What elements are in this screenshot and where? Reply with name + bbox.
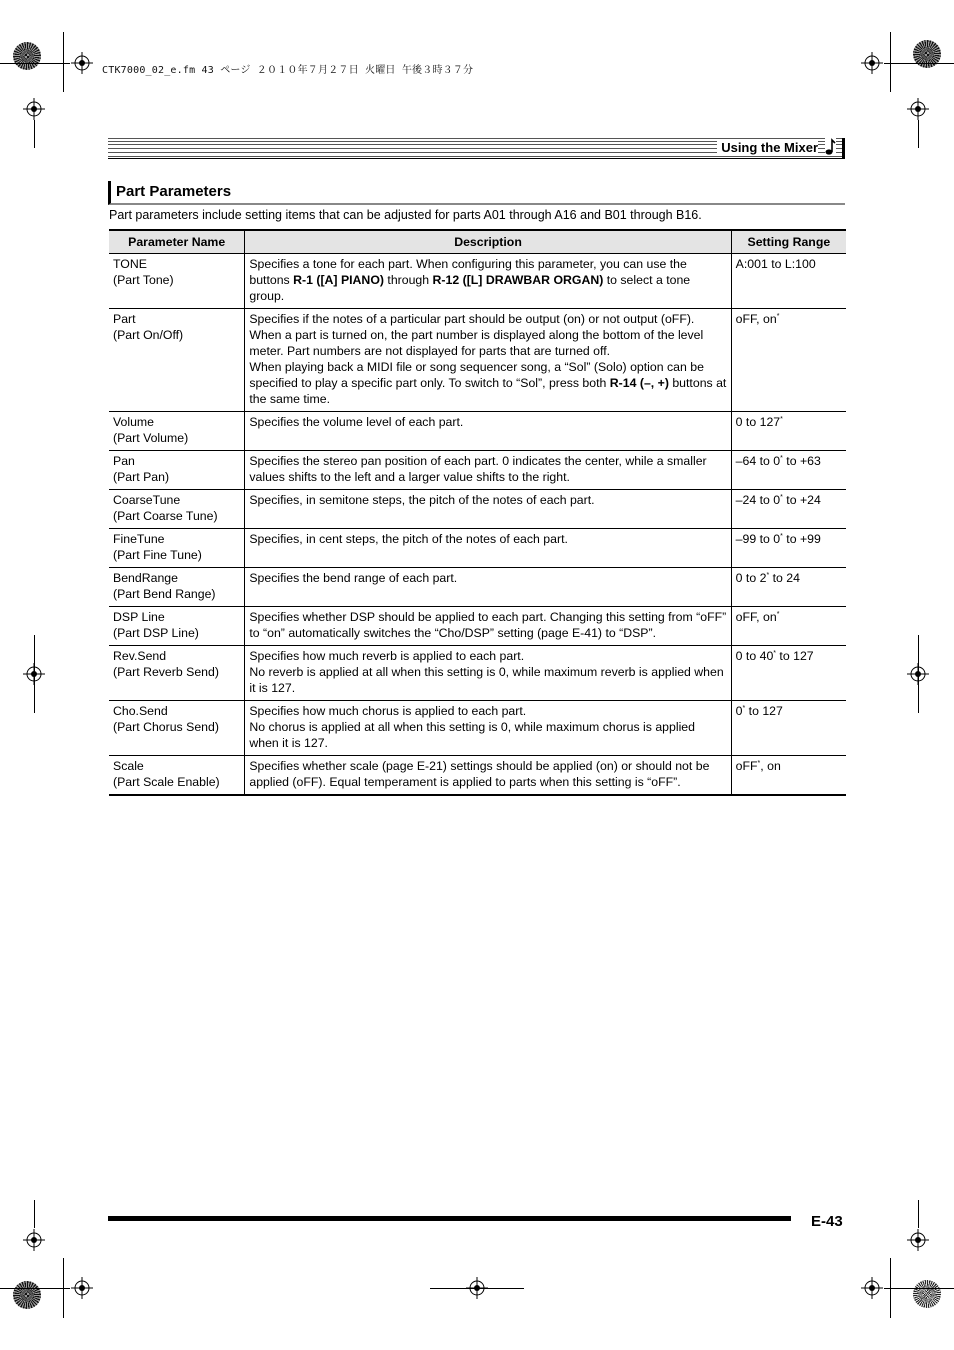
- text-run: Specifies if the notes of a particular part should be output (on) or not output (oFF). When a part is turned on, the part number is displayed along the bottom of the level meter. Part numbers are not displayed for parts that are turned off.: [249, 312, 704, 358]
- text-run: –99 to 0: [735, 532, 781, 546]
- text-run: to 127: [745, 704, 783, 718]
- description-cell: [245, 756, 731, 796]
- parameter-full-name: (Part Volume): [113, 431, 189, 445]
- table-row: [109, 254, 846, 309]
- text-run: No chorus is applied at all when this setting is 0, while maximum chorus is applied when it is 127.: [249, 720, 695, 750]
- default-marker: *: [780, 533, 783, 540]
- text-run: to +24: [782, 493, 821, 507]
- crop-mark: [890, 32, 891, 92]
- description-cell: [245, 412, 731, 451]
- section-heading: [108, 181, 845, 205]
- text-run: oFF, on: [735, 312, 777, 326]
- text-run: , on: [760, 759, 781, 773]
- crop-mark: [918, 635, 919, 713]
- text-run: Specifies the stereo pan position of each part. 0 indicates the center, while a smaller values shifts to the left and a larger value shifts to the right.: [249, 454, 707, 484]
- footer-rule: [108, 1216, 791, 1221]
- text-run: Specifies the volume level of each part.: [249, 415, 464, 429]
- crosshair-icon: [23, 1229, 45, 1251]
- table-row: [109, 309, 846, 412]
- parameter-full-name: (Part Reverb Send): [113, 665, 219, 679]
- crop-mark: [0, 1288, 70, 1289]
- parameter-name-cell: [109, 490, 245, 529]
- parameter-name: Scale: [113, 759, 144, 773]
- table-row: [109, 646, 846, 701]
- text-run: 0 to 2: [735, 571, 767, 585]
- text-run: When playing back a MIDI file or song sequencer song, a “Sol” (Solo) option can be specified to play a specific part only. To switch to “Sol”, press both: [249, 360, 704, 390]
- table-row: [109, 756, 846, 796]
- text-run: through: [383, 273, 433, 287]
- text-run: to 24: [769, 571, 800, 585]
- parameter-full-name: (Part Scale Enable): [113, 775, 220, 789]
- crop-mark: [63, 32, 64, 92]
- crop-mark: [63, 1258, 64, 1318]
- parameter-name: DSP Line: [113, 610, 165, 624]
- column-header: Description: [245, 230, 731, 254]
- text-run: –24 to 0: [735, 493, 781, 507]
- table-row: [109, 701, 846, 756]
- text-run: to 127: [776, 649, 814, 663]
- text-run: Specifies whether scale (page E-21) settings should be applied (on) or should not be applied (oFF). Equal temperament is applied to parts when this setting is “oFF”.: [249, 759, 710, 789]
- print-slug: CTK7000_02_e.fm 43 ページ ２０１０年７月２７日 火曜日 午後３時３７分: [102, 65, 474, 76]
- default-marker: *: [766, 572, 770, 579]
- default-marker: *: [776, 313, 780, 320]
- parameter-name-cell: [109, 309, 245, 412]
- parameter-name: BendRange: [113, 571, 178, 585]
- parameter-name: Part: [113, 312, 136, 326]
- crop-mark: [34, 1200, 35, 1228]
- parameter-name: TONE: [113, 257, 147, 271]
- text-run: R-12 ([L] DRAWBAR ORGAN): [432, 273, 604, 287]
- parameter-full-name: (Part Chorus Send): [113, 720, 219, 734]
- text-run: oFF: [735, 759, 758, 773]
- setting-range-cell: [731, 529, 846, 568]
- parameter-name-cell: [109, 646, 245, 701]
- parameter-name: CoarseTune: [113, 493, 181, 507]
- parameter-name-cell: [109, 254, 245, 309]
- section-title: Part Parameters: [116, 183, 232, 200]
- setting-range-cell: [731, 607, 846, 646]
- text-run: Specifies, in semitone steps, the pitch of the notes of each part.: [249, 493, 595, 507]
- crosshair-icon: [861, 1277, 883, 1299]
- setting-range-cell: [731, 254, 846, 309]
- parameter-name: Cho.Send: [113, 704, 168, 718]
- crop-mark: [0, 63, 70, 64]
- crop-mark: [890, 1258, 891, 1318]
- parameter-full-name: (Part Pan): [113, 470, 170, 484]
- description-cell: [245, 568, 731, 607]
- text-run: to select a tone group.: [249, 273, 691, 303]
- intro-paragraph: Part parameters include setting items that can be adjusted for parts A01 through A16 and B01 through B16.: [109, 208, 702, 222]
- default-marker: *: [780, 494, 783, 501]
- text-run: Specifies whether DSP should be applied to each part. Changing this setting from “oFF” to “on” automatically switches the “Cho/DSP” setting (page E-41) to “DSP”.: [249, 610, 727, 640]
- text-run: Specifies how much reverb is applied to each part.: [249, 649, 525, 663]
- text-run: buttons at the same time.: [249, 376, 727, 406]
- registration-disc-bottom-left: [13, 1281, 41, 1309]
- crop-mark: [884, 1288, 954, 1289]
- parameter-full-name: (Part On/Off): [113, 328, 184, 342]
- setting-range-cell: [731, 412, 846, 451]
- column-header: Parameter Name: [109, 230, 245, 254]
- parameter-full-name: (Part DSP Line): [113, 626, 199, 640]
- setting-range-cell: [731, 451, 846, 490]
- parameter-name-cell: [109, 701, 245, 756]
- description-cell: [245, 254, 731, 309]
- header-endbar: [842, 138, 845, 159]
- crop-mark: [918, 1200, 919, 1228]
- text-run: A:001 to L:100: [735, 257, 816, 271]
- crop-mark: [34, 635, 35, 713]
- table-row: [109, 451, 846, 490]
- description-cell: [245, 607, 731, 646]
- default-marker: *: [757, 760, 761, 767]
- text-run: oFF, on: [735, 610, 777, 624]
- text-run: Specifies a tone for each part. When configuring this parameter, you can use the buttons: [249, 257, 687, 287]
- text-run: R-14 (–, +): [609, 376, 669, 390]
- description-cell: [245, 646, 731, 701]
- parameter-name-cell: [109, 451, 245, 490]
- parameter-name: Pan: [113, 454, 135, 468]
- text-run: 0 to 40: [735, 649, 774, 663]
- text-run: No reverb is applied at all when this setting is 0, while maximum reverb is applied when it is 127.: [249, 665, 724, 695]
- description-cell: [245, 451, 731, 490]
- parameter-name-cell: [109, 412, 245, 451]
- registration-disc-bottom-right: [913, 1280, 941, 1308]
- setting-range-cell: [731, 646, 846, 701]
- music-note-icon: [825, 138, 836, 156]
- crosshair-icon: [23, 98, 45, 120]
- description-cell: [245, 701, 731, 756]
- parameter-name-cell: [109, 568, 245, 607]
- setting-range-cell: [731, 756, 846, 796]
- page-number: E-43: [811, 1213, 843, 1230]
- text-run: 0: [735, 704, 743, 718]
- crop-mark: [918, 120, 919, 148]
- setting-range-cell: [731, 490, 846, 529]
- default-marker: *: [742, 705, 746, 712]
- running-header-title: Using the Mixer: [717, 140, 818, 155]
- parameter-full-name: (Part Tone): [113, 273, 174, 287]
- parameter-name: Volume: [113, 415, 155, 429]
- parameter-full-name: (Part Bend Range): [113, 587, 216, 601]
- registration-disc-top-left: [13, 42, 41, 70]
- default-marker: *: [773, 650, 777, 657]
- text-run: R-1 ([A] PIANO): [293, 273, 384, 287]
- setting-range-cell: [731, 309, 846, 412]
- setting-range-cell: [731, 701, 846, 756]
- table-row: [109, 568, 846, 607]
- description-cell: [245, 490, 731, 529]
- description-cell: [245, 309, 731, 412]
- parameter-name-cell: [109, 529, 245, 568]
- text-run: to +63: [782, 454, 821, 468]
- text-run: to +99: [782, 532, 821, 546]
- parameter-name-cell: [109, 607, 245, 646]
- default-marker: *: [780, 416, 783, 423]
- crop-mark: [34, 120, 35, 148]
- setting-range-cell: [731, 568, 846, 607]
- column-header: Setting Range: [731, 230, 846, 254]
- parameter-full-name: (Part Fine Tune): [113, 548, 202, 562]
- table-header-row: [109, 230, 846, 254]
- crosshair-icon: [861, 52, 883, 74]
- description-cell: [245, 529, 731, 568]
- text-run: Specifies the bend range of each part.: [249, 571, 458, 585]
- crosshair-icon: [907, 98, 929, 120]
- parameter-name: FineTune: [113, 532, 165, 546]
- text-run: 0 to 127: [735, 415, 781, 429]
- crosshair-icon: [71, 52, 93, 74]
- crosshair-icon: [71, 1277, 93, 1299]
- table-row: [109, 412, 846, 451]
- crop-mark: [884, 63, 954, 64]
- default-marker: *: [780, 455, 783, 462]
- table-row: [109, 607, 846, 646]
- part-parameters-table: [109, 229, 846, 796]
- running-header: [108, 138, 845, 159]
- parameter-name-cell: [109, 756, 245, 796]
- parameter-name: Rev.Send: [113, 649, 167, 663]
- default-marker: *: [776, 611, 780, 618]
- text-run: Specifies, in cent steps, the pitch of the notes of each part.: [249, 532, 568, 546]
- table-row: [109, 529, 846, 568]
- text-run: –64 to 0: [735, 454, 781, 468]
- crop-mark: [430, 1288, 524, 1289]
- table-row: [109, 490, 846, 529]
- parameter-full-name: (Part Coarse Tune): [113, 509, 218, 523]
- crosshair-icon: [907, 1229, 929, 1251]
- text-run: Specifies how much chorus is applied to each part.: [249, 704, 527, 718]
